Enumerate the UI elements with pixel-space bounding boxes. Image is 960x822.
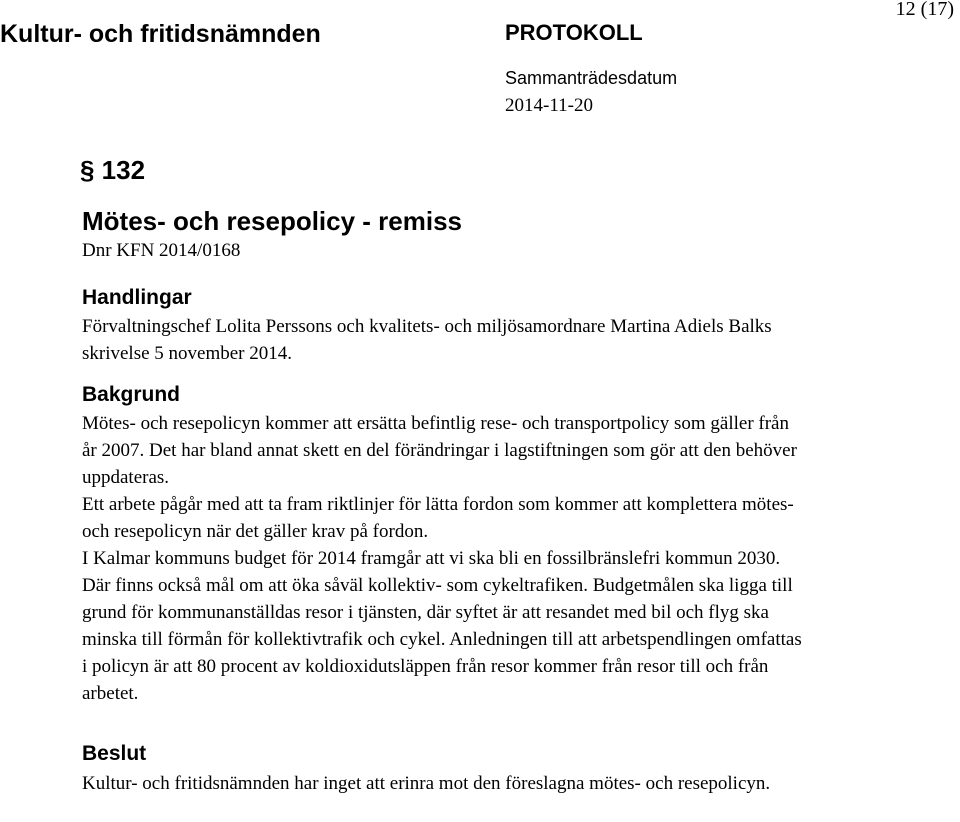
handlingar-heading: Handlingar (82, 286, 192, 309)
handlingar-text (82, 313, 802, 367)
bakgrund-heading: Bakgrund (82, 383, 181, 406)
case-number: Dnr KFN 2014/0168 (82, 240, 241, 261)
beslut-text (82, 770, 802, 797)
bakgrund-paragraph: Ett arbete pågår med att ta fram riktlinjer för lätta fordon som kommer att komplettera mötes- och resepolicyn när det gäller krav på fordon. (82, 494, 794, 542)
beslut-paragraph: Kultur- och fritidsnämnden har inget att erinra mot den föreslagna mötes- och resepolicyn. (82, 773, 771, 794)
section-number: § 132 (80, 155, 146, 185)
meeting-date-value: 2014-11-20 (505, 95, 593, 116)
bakgrund-paragraph: I Kalmar kommuns budget för 2014 framgår att vi ska bli en fossilbränslefri kommun 2030. Där finns också mål om att öka såväl kollektiv- som cykeltrafiken. Budgetmålen ska ligga till grund för kommunanställdas resor i tjänsten, där syftet är att resandet med bil och flyg ska minska till förmån för kollektivtrafik och cykel. Anledningen till att arbetspendlingen omfattas i policyn är att 80 procent av koldioxidutsläppen från resor kommer från resor till och från arbetet. (82, 548, 802, 704)
handlingar-paragraph: Förvaltningschef Lolita Perssons och kvalitets- och miljösamordnare Martina Adiels Balks skrivelse 5 november 2014. (82, 316, 772, 364)
beslut-heading: Beslut (82, 742, 147, 765)
bakgrund-text (82, 410, 802, 707)
item-title: Mötes- och resepolicy - remiss (82, 206, 463, 236)
page-number: 12 (17) (895, 0, 954, 20)
bakgrund-paragraph: Mötes- och resepolicyn kommer att ersätta befintlig rese- och transportpolicy som gäller från år 2007. Det har bland annat skett en del förändringar i lagstiftningen som gör att den behöver uppdateras. (82, 413, 797, 488)
meeting-date-label: Sammanträdesdatum (505, 68, 678, 88)
document-type: PROTOKOLL (505, 20, 643, 45)
organization-name: Kultur- och fritidsnämnden (0, 20, 321, 48)
